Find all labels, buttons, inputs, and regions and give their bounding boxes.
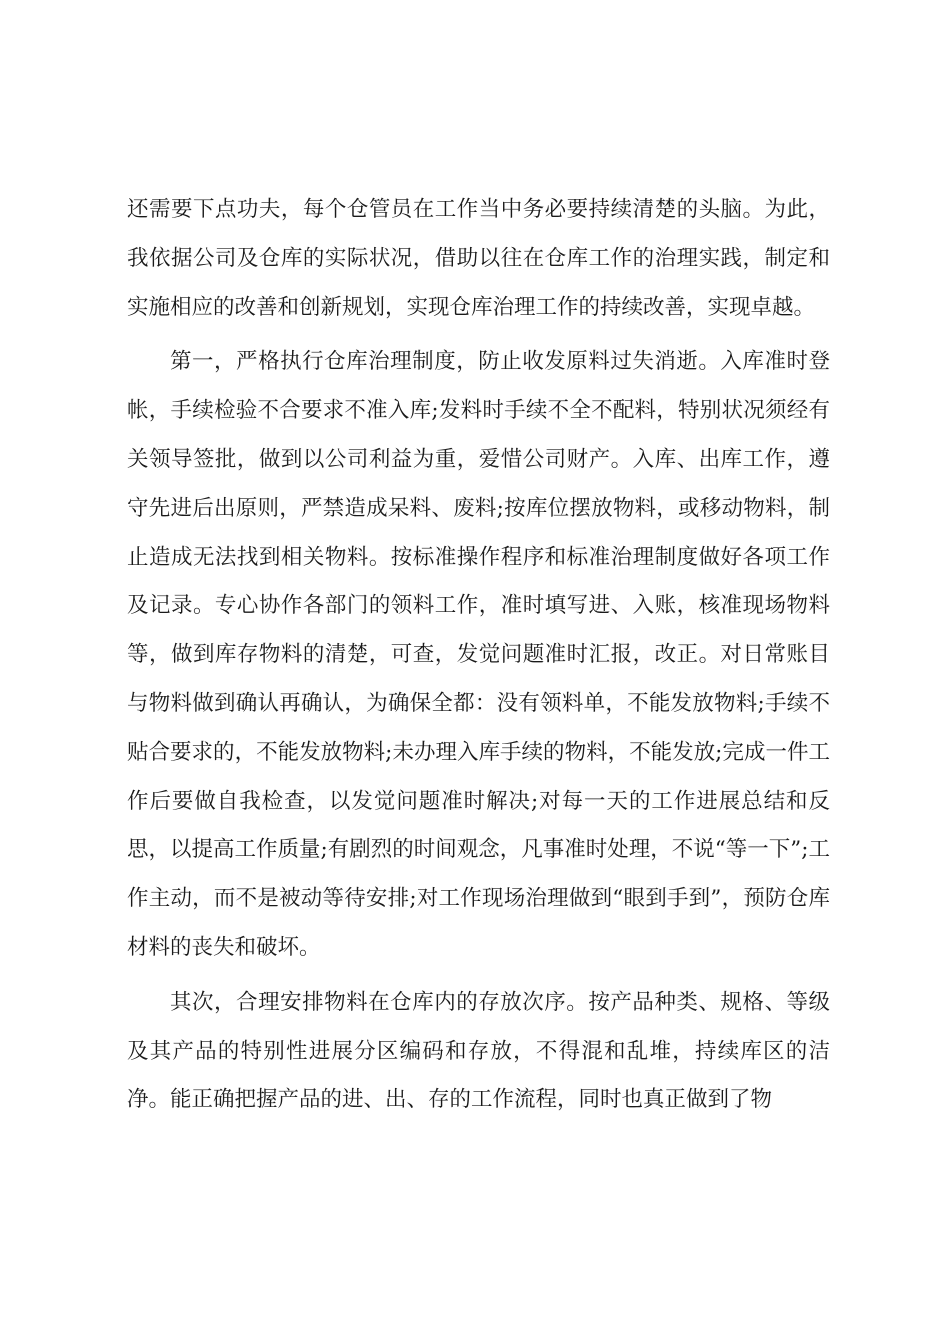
paragraph-first-point: 第一，严格执行仓库治理制度，防止收发原料过失消逝。入库准时登帐，手续检验不合要求不准入库;发料时手续不全不配料，特别状况须经有关领导签批，做到以公司利益为重，爱惜公司财产。入库、出库工作，遵守先进后出原则，严禁造成呆料、废料;按库位摆放物料，或移动物料，制止造成无法找到相关物料。按标准操作程序和标准治理制度做好各项工作及记录。专心协作各部门的领料工作，准时填写进、入账，核准现场物料等，做到库存物料的清楚，可查，发觉问题准时汇报，改正。对日常账目与物料做到确认再确认，为确保全都：没有领料单，不能发放物料;手续不贴合要求的，不能发放物料;未办理入库手续的物料，不能发放;完成一件工作后要做自我检查，以发觉问题准时解决;对每一天的工作进展总结和反思，以提高工作质量;有剧烈的时间观念，凡事准时处理，不说“等一下”;工作主动，而不是被动等待安排;对工作现场治理做到“眼到手到”，预防仓库材料的丧失和破坏。: [127, 349, 830, 960]
paragraph-second-point: 其次，合理安排物料在仓库内的存放次序。按产品种类、规格、等级及其产品的特别性进展分区编码和存放，不得混和乱堆，持续库区的洁净。能正确把握产品的进、出、存的工作流程，同时也真正做到了物: [127, 989, 830, 1113]
document-body: [127, 186, 830, 1125]
paragraph-continuation: 还需要下点功夫，每个仓管员在工作当中务必要持续清楚的头脑。为此，我依据公司及仓库的实际状况，借助以往在仓库工作的治理实践，制定和实施相应的改善和创新规划，实现仓库治理工作的持续改善，实现卓越。: [127, 197, 830, 320]
